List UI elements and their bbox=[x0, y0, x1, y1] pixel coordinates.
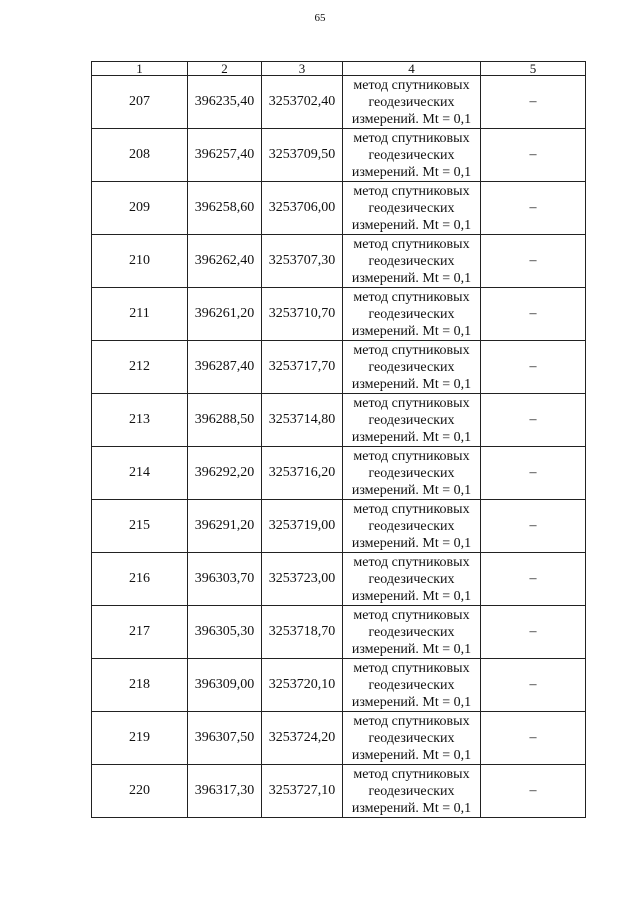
method-line-2: геодезических bbox=[368, 306, 455, 322]
y-coordinate-cell: 3253727,10 bbox=[262, 765, 343, 818]
method-line-2: геодезических bbox=[368, 147, 455, 163]
method-line-3: измерений. Mt = 0,1 bbox=[351, 588, 472, 604]
method-line-1: метод спутниковых bbox=[353, 395, 470, 411]
point-number-cell: 207 bbox=[92, 76, 188, 129]
point-number-cell: 218 bbox=[92, 659, 188, 712]
method-line-1: метод спутниковых bbox=[353, 660, 470, 676]
table-row bbox=[92, 394, 586, 447]
y-coordinate-cell: 3253709,50 bbox=[262, 129, 343, 182]
x-coordinate-cell: 396303,70 bbox=[188, 553, 262, 606]
method-line-3: измерений. Mt = 0,1 bbox=[351, 800, 472, 816]
method-line-1: метод спутниковых bbox=[353, 554, 470, 570]
method-line-1: метод спутниковых bbox=[353, 77, 470, 93]
method-line-3: измерений. Mt = 0,1 bbox=[351, 482, 472, 498]
x-coordinate-cell: 396291,20 bbox=[188, 500, 262, 553]
y-coordinate-cell: 3253702,40 bbox=[262, 76, 343, 129]
x-coordinate-cell: 396287,40 bbox=[188, 341, 262, 394]
table-row bbox=[92, 129, 586, 182]
method-line-2: геодезических bbox=[368, 94, 455, 110]
method-line-3: измерений. Mt = 0,1 bbox=[351, 217, 472, 233]
method-cell bbox=[343, 765, 481, 818]
method-line-3: измерений. Mt = 0,1 bbox=[351, 164, 472, 180]
point-number-cell: 220 bbox=[92, 765, 188, 818]
method-line-1: метод спутниковых bbox=[353, 289, 470, 305]
point-number-cell: 219 bbox=[92, 712, 188, 765]
point-number-cell: 210 bbox=[92, 235, 188, 288]
method-line-2: геодезических bbox=[368, 624, 455, 640]
method-cell bbox=[343, 129, 481, 182]
y-coordinate-cell: 3253714,80 bbox=[262, 394, 343, 447]
table-row bbox=[92, 235, 586, 288]
method-cell bbox=[343, 341, 481, 394]
table-row bbox=[92, 447, 586, 500]
point-number-cell: 215 bbox=[92, 500, 188, 553]
point-number-cell: 217 bbox=[92, 606, 188, 659]
page-number: 65 bbox=[314, 12, 326, 24]
method-line-1: метод спутниковых bbox=[353, 766, 470, 782]
method-line-1: метод спутниковых bbox=[353, 713, 470, 729]
method-line-2: геодезических bbox=[368, 412, 455, 428]
header-col-1: 1 bbox=[92, 62, 188, 76]
header-col-3: 3 bbox=[262, 62, 343, 76]
method-line-2: геодезических bbox=[368, 253, 455, 269]
note-cell: – bbox=[481, 129, 586, 182]
table-row bbox=[92, 341, 586, 394]
note-cell: – bbox=[481, 659, 586, 712]
method-cell bbox=[343, 447, 481, 500]
x-coordinate-cell: 396257,40 bbox=[188, 129, 262, 182]
y-coordinate-cell: 3253720,10 bbox=[262, 659, 343, 712]
point-number-cell: 216 bbox=[92, 553, 188, 606]
point-number-cell: 213 bbox=[92, 394, 188, 447]
method-line-2: геодезических bbox=[368, 359, 455, 375]
table-header-row bbox=[92, 62, 586, 76]
method-line-3: измерений. Mt = 0,1 bbox=[351, 270, 472, 286]
note-cell: – bbox=[481, 288, 586, 341]
y-coordinate-cell: 3253717,70 bbox=[262, 341, 343, 394]
method-line-1: метод спутниковых bbox=[353, 501, 470, 517]
method-line-2: геодезических bbox=[368, 677, 455, 693]
method-line-3: измерений. Mt = 0,1 bbox=[351, 535, 472, 551]
method-line-2: геодезических bbox=[368, 200, 455, 216]
method-line-3: измерений. Mt = 0,1 bbox=[351, 111, 472, 127]
method-line-3: измерений. Mt = 0,1 bbox=[351, 694, 472, 710]
x-coordinate-cell: 396292,20 bbox=[188, 447, 262, 500]
y-coordinate-cell: 3253724,20 bbox=[262, 712, 343, 765]
method-line-2: геодезических bbox=[368, 571, 455, 587]
note-cell: – bbox=[481, 235, 586, 288]
method-cell bbox=[343, 712, 481, 765]
table-row bbox=[92, 288, 586, 341]
method-line-1: метод спутниковых bbox=[353, 607, 470, 623]
method-line-1: метод спутниковых bbox=[353, 448, 470, 464]
y-coordinate-cell: 3253706,00 bbox=[262, 182, 343, 235]
method-line-3: измерений. Mt = 0,1 bbox=[351, 641, 472, 657]
y-coordinate-cell: 3253719,00 bbox=[262, 500, 343, 553]
table-row bbox=[92, 712, 586, 765]
y-coordinate-cell: 3253718,70 bbox=[262, 606, 343, 659]
method-line-2: геодезических bbox=[368, 465, 455, 481]
note-cell: – bbox=[481, 553, 586, 606]
y-coordinate-cell: 3253716,20 bbox=[262, 447, 343, 500]
header-col-5: 5 bbox=[481, 62, 586, 76]
method-line-3: измерений. Mt = 0,1 bbox=[351, 323, 472, 339]
point-number-cell: 208 bbox=[92, 129, 188, 182]
method-line-1: метод спутниковых bbox=[353, 183, 470, 199]
y-coordinate-cell: 3253723,00 bbox=[262, 553, 343, 606]
method-line-3: измерений. Mt = 0,1 bbox=[351, 747, 472, 763]
coordinates-table bbox=[91, 61, 586, 818]
table-row bbox=[92, 182, 586, 235]
note-cell: – bbox=[481, 76, 586, 129]
method-line-3: измерений. Mt = 0,1 bbox=[351, 376, 472, 392]
x-coordinate-cell: 396261,20 bbox=[188, 288, 262, 341]
x-coordinate-cell: 396309,00 bbox=[188, 659, 262, 712]
x-coordinate-cell: 396288,50 bbox=[188, 394, 262, 447]
method-cell bbox=[343, 606, 481, 659]
x-coordinate-cell: 396235,40 bbox=[188, 76, 262, 129]
point-number-cell: 211 bbox=[92, 288, 188, 341]
header-col-4: 4 bbox=[343, 62, 481, 76]
method-line-1: метод спутниковых bbox=[353, 342, 470, 358]
table-row bbox=[92, 659, 586, 712]
method-cell bbox=[343, 76, 481, 129]
method-cell bbox=[343, 553, 481, 606]
note-cell: – bbox=[481, 341, 586, 394]
point-number-cell: 214 bbox=[92, 447, 188, 500]
x-coordinate-cell: 396262,40 bbox=[188, 235, 262, 288]
note-cell: – bbox=[481, 765, 586, 818]
table-row bbox=[92, 553, 586, 606]
method-line-2: геодезических bbox=[368, 783, 455, 799]
x-coordinate-cell: 396307,50 bbox=[188, 712, 262, 765]
note-cell: – bbox=[481, 182, 586, 235]
method-cell bbox=[343, 500, 481, 553]
method-cell bbox=[343, 659, 481, 712]
x-coordinate-cell: 396317,30 bbox=[188, 765, 262, 818]
y-coordinate-cell: 3253707,30 bbox=[262, 235, 343, 288]
table-row bbox=[92, 765, 586, 818]
note-cell: – bbox=[481, 500, 586, 553]
note-cell: – bbox=[481, 447, 586, 500]
y-coordinate-cell: 3253710,70 bbox=[262, 288, 343, 341]
table-row bbox=[92, 76, 586, 129]
table-row bbox=[92, 606, 586, 659]
note-cell: – bbox=[481, 606, 586, 659]
point-number-cell: 212 bbox=[92, 341, 188, 394]
header-col-2: 2 bbox=[188, 62, 262, 76]
note-cell: – bbox=[481, 394, 586, 447]
method-line-2: геодезических bbox=[368, 518, 455, 534]
method-line-1: метод спутниковых bbox=[353, 130, 470, 146]
method-line-1: метод спутниковых bbox=[353, 236, 470, 252]
method-line-3: измерений. Mt = 0,1 bbox=[351, 429, 472, 445]
method-cell bbox=[343, 288, 481, 341]
point-number-cell: 209 bbox=[92, 182, 188, 235]
x-coordinate-cell: 396305,30 bbox=[188, 606, 262, 659]
method-line-2: геодезических bbox=[368, 730, 455, 746]
table-row bbox=[92, 500, 586, 553]
method-cell bbox=[343, 235, 481, 288]
x-coordinate-cell: 396258,60 bbox=[188, 182, 262, 235]
method-cell bbox=[343, 182, 481, 235]
note-cell: – bbox=[481, 712, 586, 765]
method-cell bbox=[343, 394, 481, 447]
